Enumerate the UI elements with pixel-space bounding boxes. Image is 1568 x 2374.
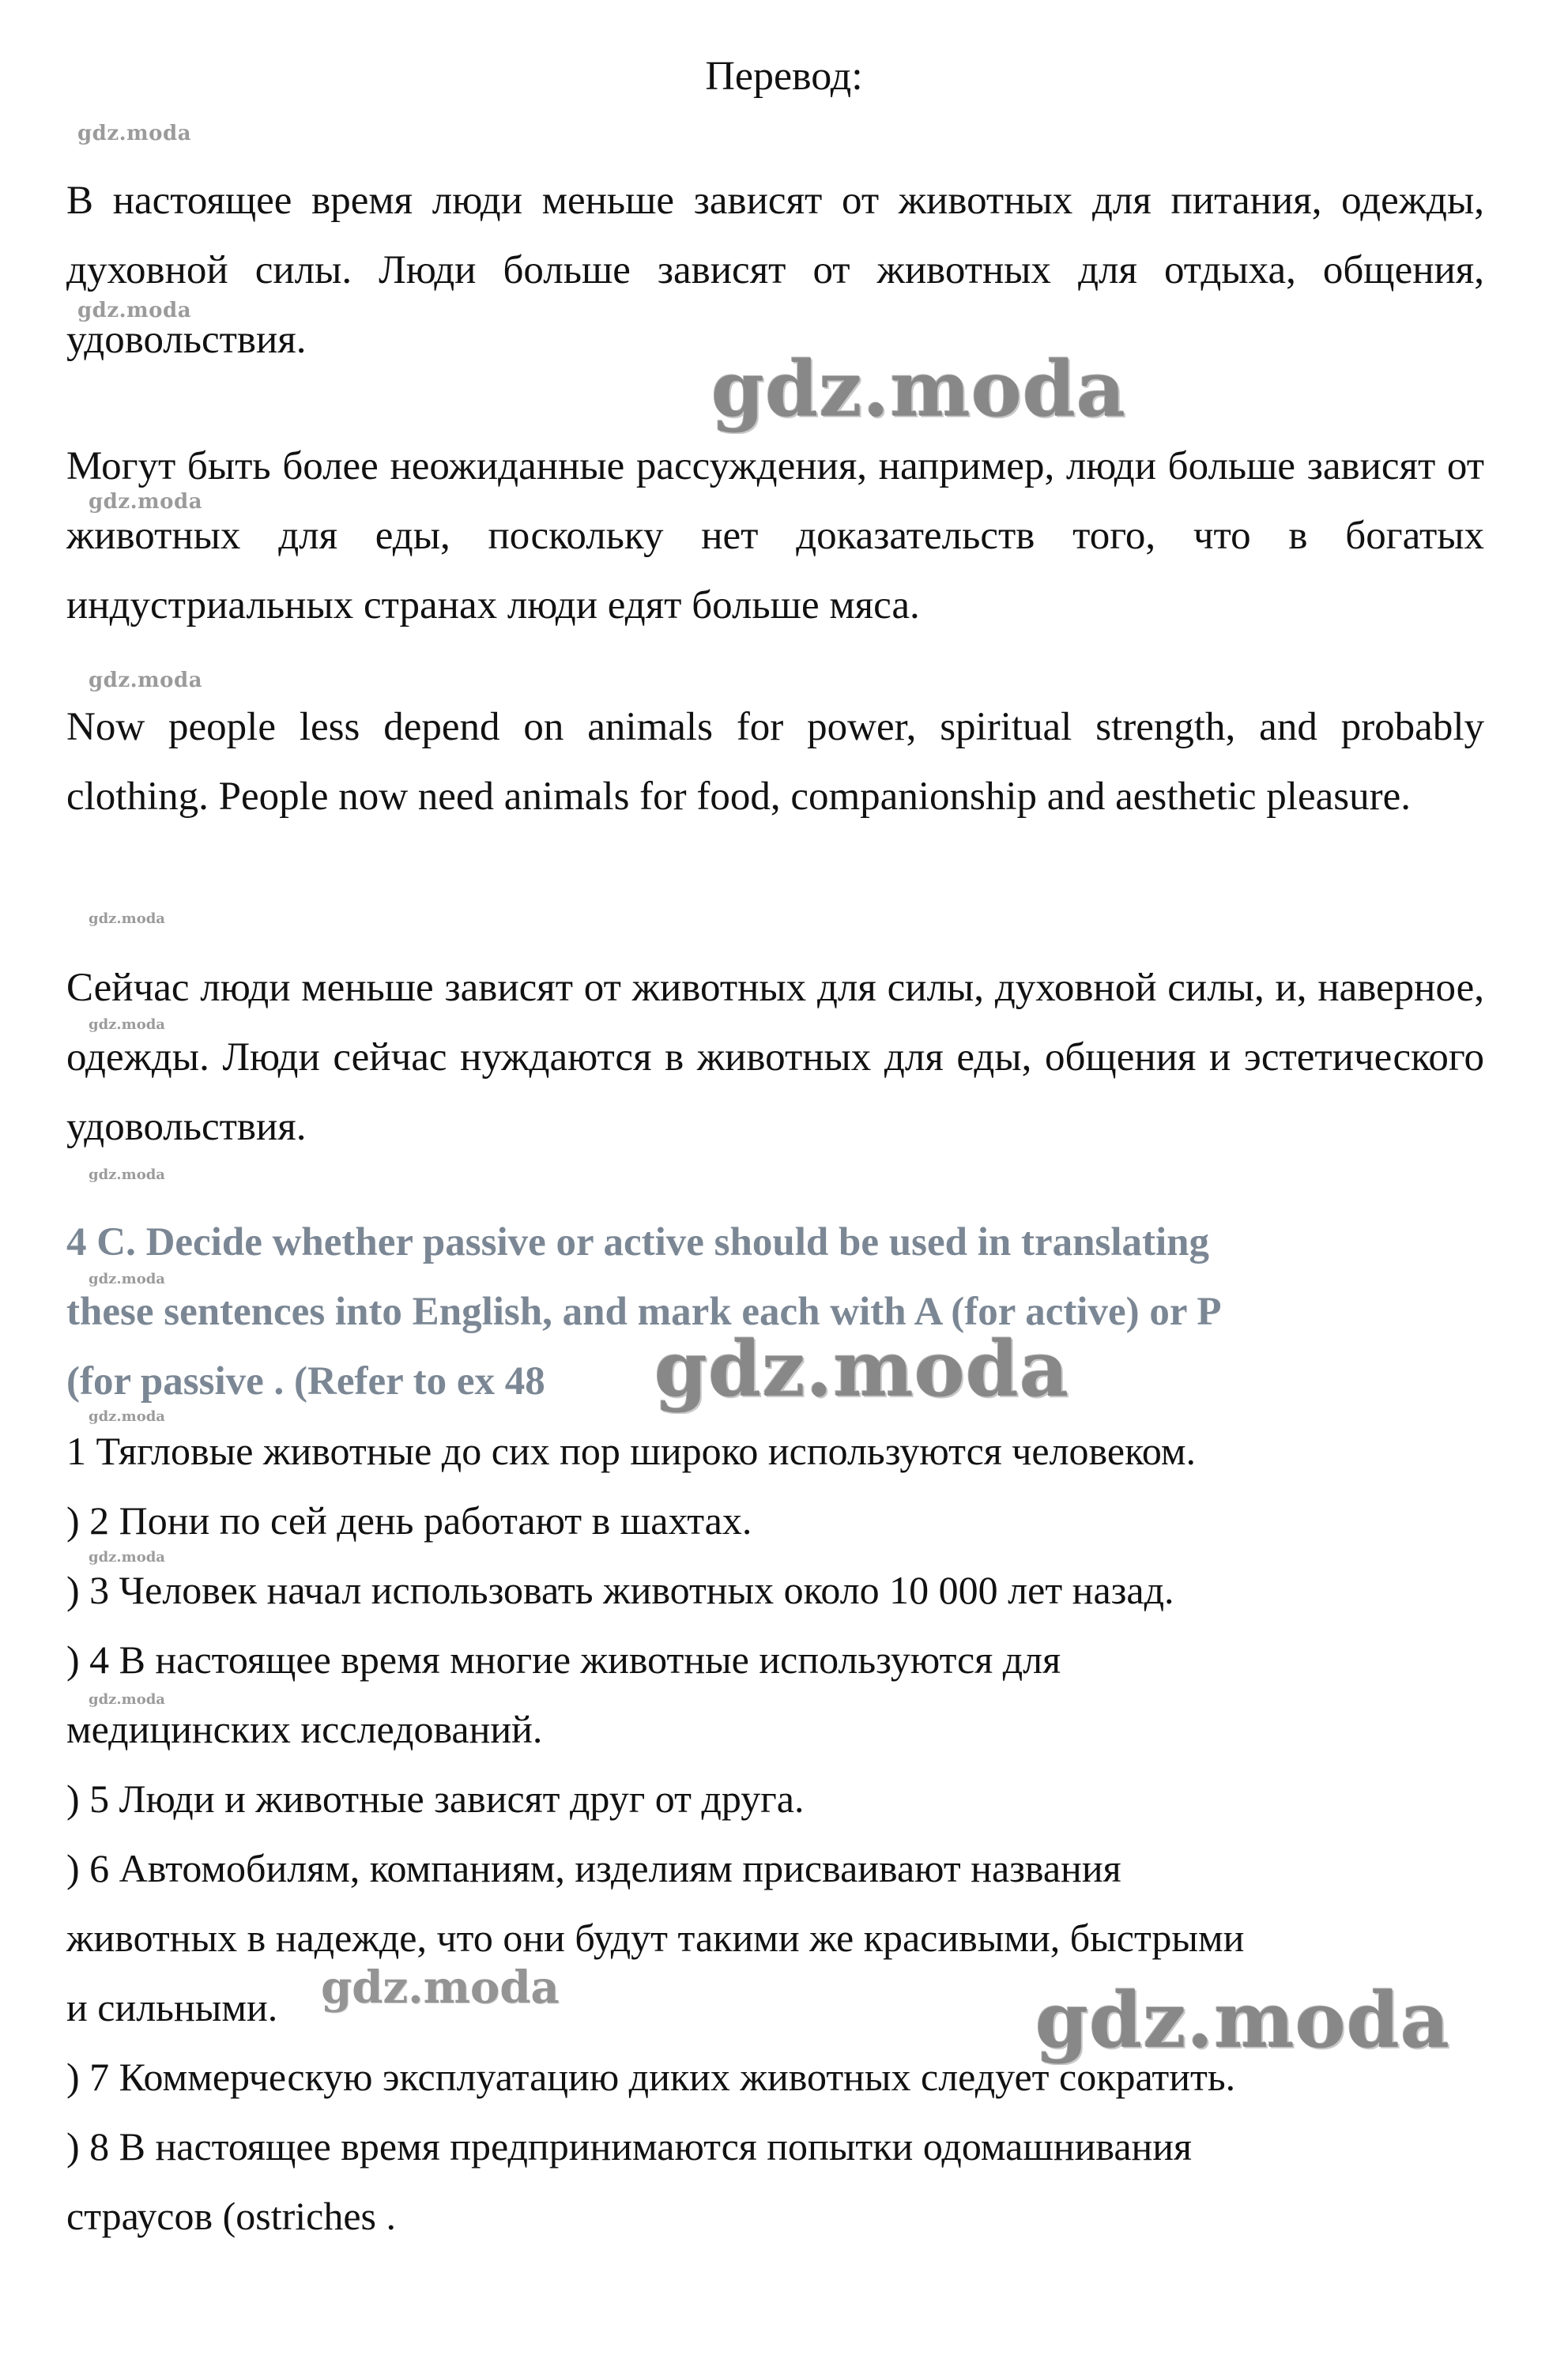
paragraph-1: В настоящее время люди меньше зависят от животных для питания, одежды, духовной силы. Люди больше зависят от животных для отдыха, общения, удовольствия. bbox=[66, 179, 1484, 362]
page-title: Перевод: bbox=[705, 54, 863, 99]
watermark: gdz.moda bbox=[89, 1549, 165, 1566]
exercise-line: ) 2 Пони по сей день работают в шахтах. bbox=[66, 1498, 752, 1543]
exercise-line: животных в надежде, что они будут такими же красивыми, быстрыми bbox=[66, 1916, 1245, 1960]
watermark: gdz.moda bbox=[77, 122, 192, 145]
watermark: gdz.moda bbox=[89, 1408, 165, 1425]
exercise-line: ) 5 Люди и животные зависят друг от друга. bbox=[66, 1777, 805, 1821]
paragraph-3: Now people less depend on animals for power, spiritual strength, and probably clothing. People now need animals for food, companionship and aesthetic pleasure. bbox=[66, 705, 1484, 819]
exercise-line: ) 4 В настоящее время многие животные используются для bbox=[66, 1637, 1061, 1682]
exercise-line: ) 3 Человек начал использовать животных около 10 000 лет назад. bbox=[66, 1568, 1174, 1612]
watermark: gdz.moda bbox=[89, 910, 165, 927]
watermark-large: gdz.moda bbox=[711, 345, 1127, 434]
watermark: gdz.moda bbox=[89, 669, 203, 692]
exercise-line: ) 7 Коммерческую эксплуатацию диких животных следует сократить. bbox=[66, 2055, 1236, 2099]
watermark: gdz.moda bbox=[77, 299, 192, 322]
watermark-large: gdz.moda bbox=[654, 1325, 1070, 1414]
exercise-line: медицинских исследований. bbox=[66, 1707, 543, 1751]
paragraph-4: Сейчас люди меньше зависят от животных для силы, духовной силы, и, наверное, одежды. Люди сейчас нуждаются в животных для еды, общения и эстетического удовольствия. bbox=[66, 966, 1484, 1149]
exercise-heading-line: 4 C. Decide whether passive or active should be used in translating bbox=[66, 1220, 1210, 1264]
exercise-heading-line: these sentences into English, and mark each with A (for active) or P bbox=[66, 1290, 1222, 1334]
watermark: gdz.moda bbox=[89, 1016, 165, 1033]
watermark: gdz.moda bbox=[89, 1271, 165, 1287]
paragraph-2: Могут быть более неожиданные рассуждения, например, люди больше зависят от животных для еды, поскольку нет доказательств того, что в богатых индустриальных странах люди едят больше мяса. bbox=[66, 444, 1484, 627]
watermark-medium: gdz.moda bbox=[321, 1961, 560, 2014]
exercise-line: ) 6 Автомобилям, компаниям, изделиям присваивают названия bbox=[66, 1846, 1121, 1890]
exercise-line: страусов (ostriches . bbox=[66, 2194, 396, 2238]
exercise-heading-line: (for passive . (Refer to ex 48 bbox=[66, 1359, 545, 1404]
exercise-line: ) 8 В настоящее время предпринимаются попытки одомашнивания bbox=[66, 2124, 1193, 2169]
watermark: gdz.moda bbox=[89, 1166, 165, 1183]
watermark: gdz.moda bbox=[89, 490, 203, 514]
exercise-line: и сильными. bbox=[66, 1985, 278, 2029]
watermark-large: gdz.moda bbox=[1035, 1976, 1451, 2065]
watermark: gdz.moda bbox=[89, 1691, 165, 1708]
exercise-line: 1 Тягловые животные до сих пор широко используются человеком. bbox=[66, 1429, 1197, 1473]
